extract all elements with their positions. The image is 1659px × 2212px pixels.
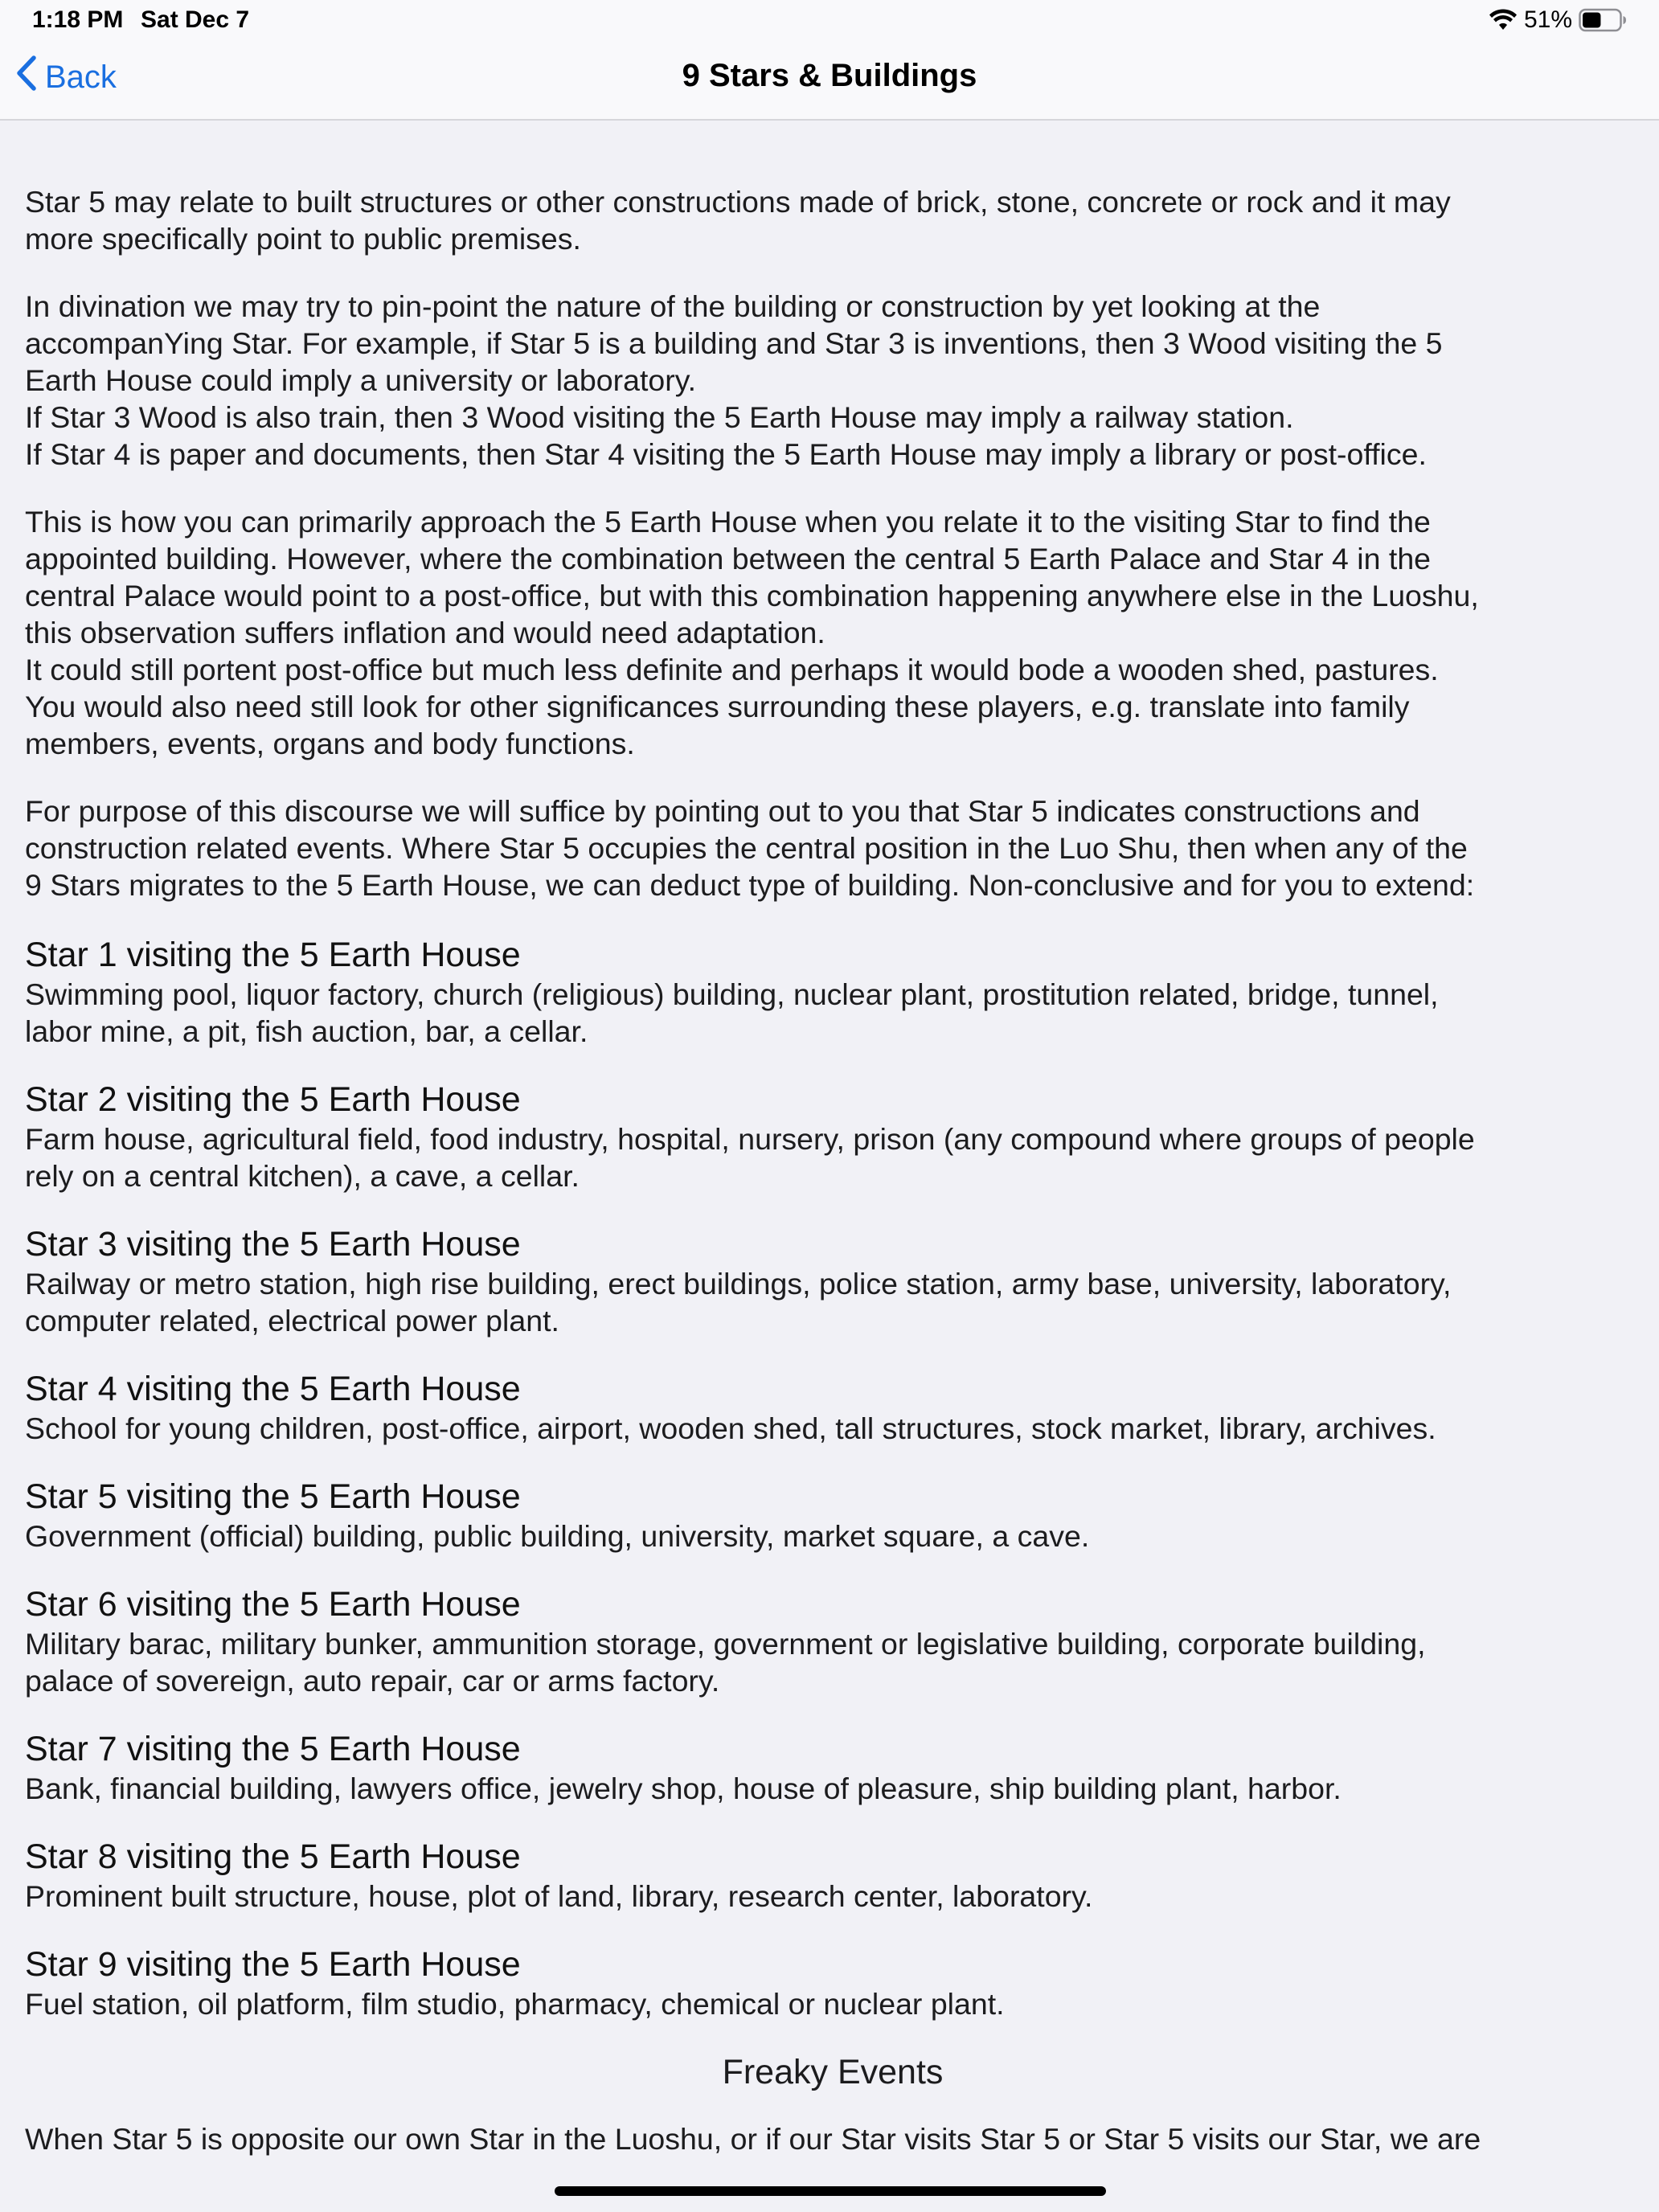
battery-icon	[1579, 8, 1627, 32]
star-entry	[25, 1728, 1641, 1807]
star-description: Military barac, military bunker, ammunition storage, government or legislative building, corporate building, palace of sovereign, auto repair, car or arms factory.	[25, 1627, 1426, 1698]
star-description: Farm house, agricultural field, food industry, hospital, nursery, prison (any compound where groups of people rely on a central kitchen), a cave, a cellar.	[25, 1122, 1475, 1193]
star-title: Star 8 visiting the 5 Earth House	[25, 1837, 521, 1876]
intro-paragraph: Star 5 may relate to built structures or other constructions made of brick, stone, concrete or rock and it may more specifically point to public premises.	[25, 185, 1451, 256]
intro-paragraph: This is how you can primarily approach the 5 Earth House when you relate it to the visiting Star to find the appointed building. However, where the combination between the central 5 Earth Palace and Star 4 in the central Palace would point to a post-office, but with this combination happening anywhere else in the Luoshu, this observation suffers inflation and would need adaptation. It could still portent post-office but much less definite and perhaps it would bode a wooden shed, pastures. You would also need still look for other significances surrounding these players, e.g. translate into family members, events, organs and body functions.	[25, 505, 1479, 760]
home-indicator[interactable]	[555, 2186, 1106, 2196]
star-description: Bank, financial building, lawyers office, jewelry shop, house of pleasure, ship building plant, harbor.	[25, 1772, 1342, 1805]
star-entry	[25, 1368, 1641, 1447]
intro-paragraph: For purpose of this discourse we will suffice by pointing out to you that Star 5 indicates constructions and construction related events. Where Star 5 occupies the central position in the Luo Shu, then when any of the 9 Stars migrates to the 5 Earth House, we can deduct type of building. Non-conclusive and for you to extend:	[25, 794, 1475, 902]
star-title: Star 9 visiting the 5 Earth House	[25, 1945, 521, 1984]
wifi-icon	[1489, 9, 1518, 31]
star-description: Fuel station, oil platform, film studio, pharmacy, chemical or nuclear plant.	[25, 1987, 1005, 2021]
section-heading: Freaky Events	[722, 2053, 944, 2091]
section-paragraph: When Star 5 is opposite our own Star in the Luoshu, or if our Star visits Star 5 or Star 5 visits our Star, we are	[25, 2122, 1481, 2156]
star-entry	[25, 1223, 1641, 1339]
star-entry	[25, 1476, 1641, 1555]
star-entry	[25, 1944, 1641, 2022]
star-entry	[25, 934, 1641, 1050]
star-entry	[25, 1836, 1641, 1915]
star-description: School for young children, post-office, airport, wooden shed, tall structures, stock market, library, archives.	[25, 1411, 1436, 1445]
status-bar	[0, 0, 1659, 40]
star-title: Star 5 visiting the 5 Earth House	[25, 1477, 521, 1516]
status-indicators	[1489, 6, 1627, 34]
star-entry	[25, 1583, 1641, 1699]
status-time: 1:18 PM	[32, 6, 124, 33]
star-title: Star 1 visiting the 5 Earth House	[25, 936, 521, 974]
page-title: 9 Stars & Buildings	[682, 58, 977, 93]
battery-fill	[1583, 13, 1600, 28]
status-date: Sat Dec 7	[141, 6, 250, 33]
star-description: Railway or metro station, high rise building, erect buildings, police station, army base, university, laboratory, computer related, electrical power plant.	[25, 1267, 1452, 1337]
back-label: Back	[45, 59, 117, 95]
article-content	[25, 183, 1641, 2157]
star-title: Star 7 visiting the 5 Earth House	[25, 1730, 521, 1768]
star-title: Star 4 visiting the 5 Earth House	[25, 1370, 521, 1408]
star-description: Government (official) building, public building, university, market square, a cave.	[25, 1519, 1090, 1553]
star-description: Swimming pool, liquor factory, church (religious) building, nuclear plant, prostitution related, bridge, tunnel, labor mine, a pit, fish auction, bar, a cellar.	[25, 977, 1439, 1048]
star-title: Star 6 visiting the 5 Earth House	[25, 1585, 521, 1624]
star-title: Star 3 visiting the 5 Earth House	[25, 1225, 521, 1264]
star-entry	[25, 1079, 1641, 1194]
intro-paragraph: In divination we may try to pin-point the nature of the building or construction by yet looking at the accompanYing Star. For example, if Star 5 is a building and Star 3 is inventions, then 3 Wood visiting the 5 Earth House could imply a university or laboratory. If Star 3 Wood is also train, then 3 Wood visiting the 5 Earth House may imply a railway station. If Star 4 is paper and documents, then Star 4 visiting the 5 Earth House may imply a library or post-office.	[25, 289, 1443, 471]
navigation-bar	[0, 40, 1659, 121]
star-description: Prominent built structure, house, plot of land, library, research center, laboratory.	[25, 1879, 1093, 1913]
star-title: Star 2 visiting the 5 Earth House	[25, 1080, 521, 1119]
battery-percent: 51%	[1523, 6, 1572, 33]
